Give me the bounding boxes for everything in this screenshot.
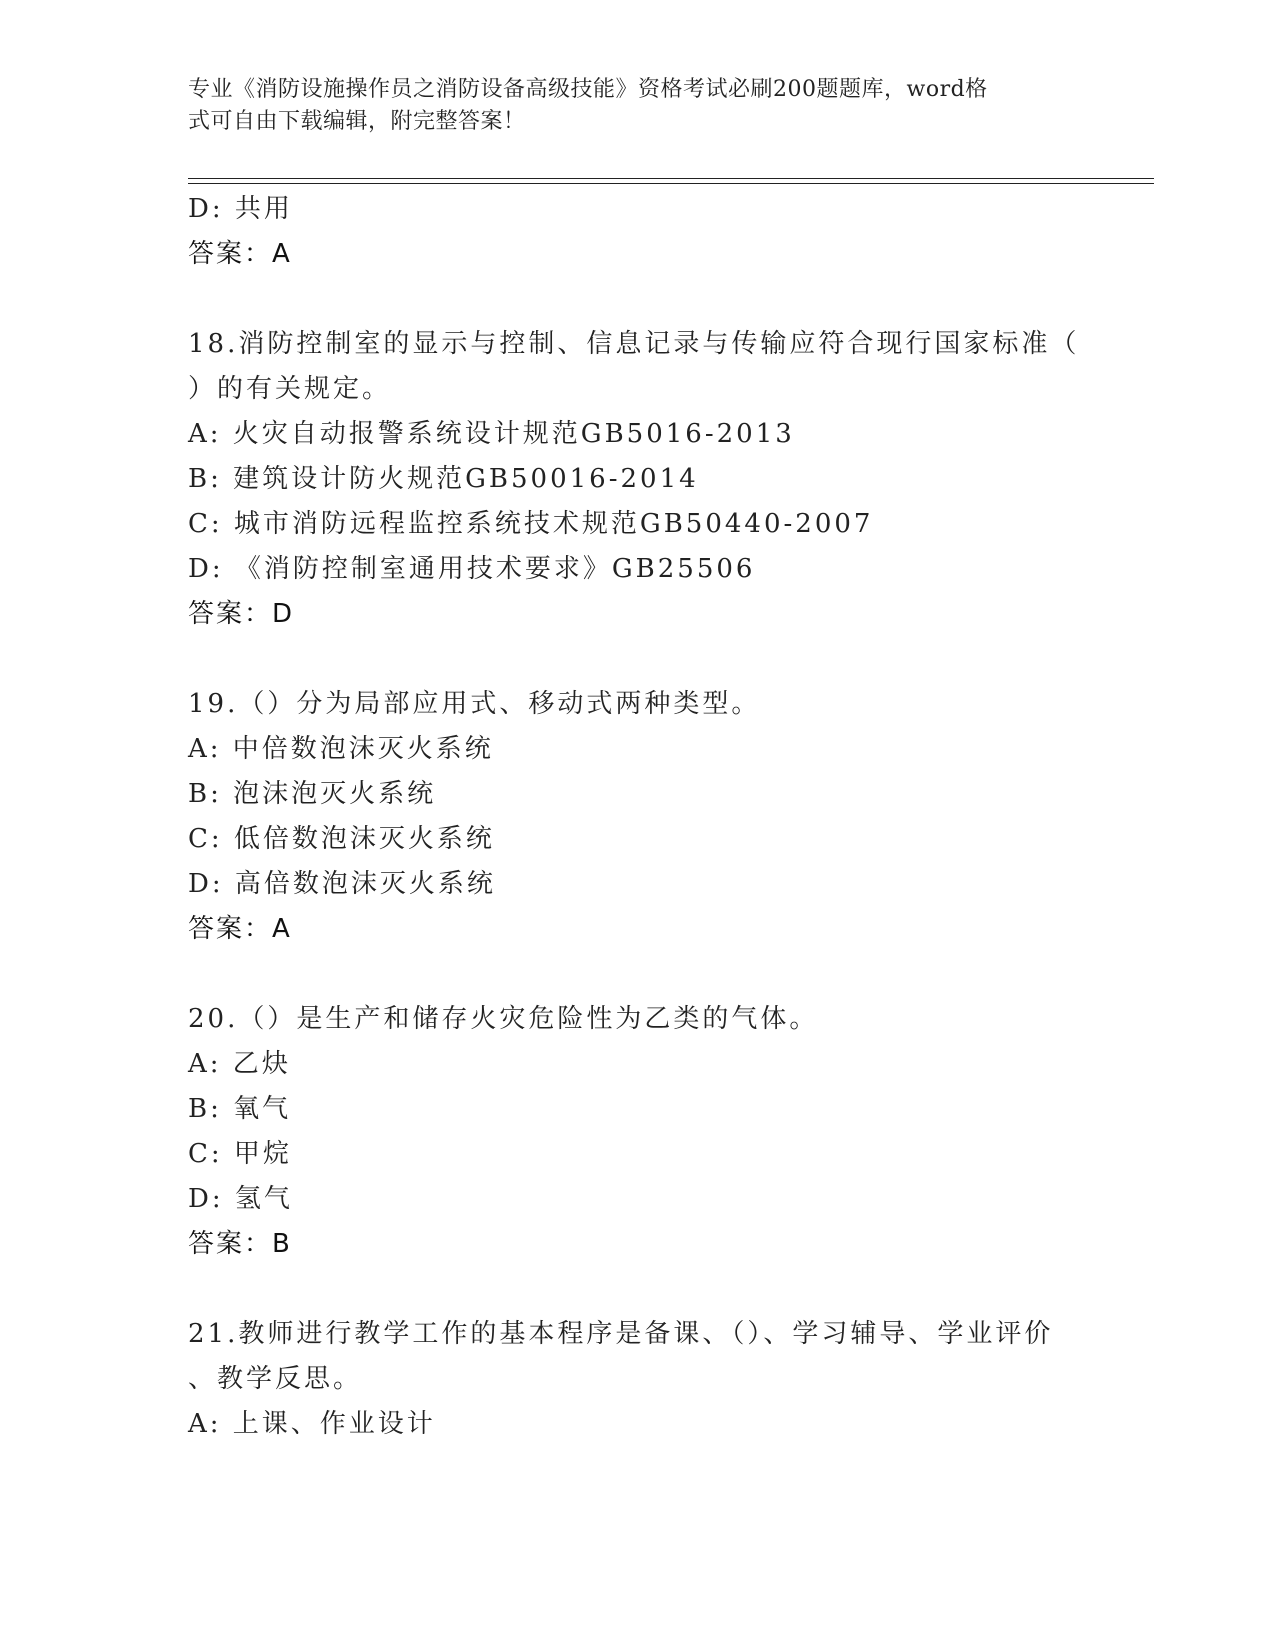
q18-option-a: A: 火灾自动报警系统设计规范GB5016-2013 bbox=[188, 419, 795, 449]
q18-option-d: D: 《消防控制室通用技术要求》GB25506 bbox=[188, 554, 756, 584]
q18-answer: 答案：D bbox=[188, 599, 295, 629]
header-divider-bottom bbox=[188, 183, 1154, 184]
q20-option-c: C: 甲烷 bbox=[188, 1139, 292, 1169]
document-header bbox=[188, 74, 1068, 138]
q18-stem-line-1: 18.消防控制室的显示与控制、信息记录与传输应符合现行国家标准（ bbox=[188, 329, 1080, 359]
q19-option-d: D: 高倍数泡沫灭火系统 bbox=[188, 869, 496, 899]
prev-option-d: D: 共用 bbox=[188, 194, 293, 224]
q20-answer: 答案：B bbox=[188, 1229, 292, 1259]
header-line-2: 式可自由下载编辑，附完整答案！ bbox=[188, 109, 526, 134]
q21-stem-line-2: 、教学反思。 bbox=[188, 1364, 363, 1394]
q19-answer: 答案：A bbox=[188, 914, 292, 944]
q19-option-b: B: 泡沫泡灭火系统 bbox=[188, 779, 437, 809]
prev-answer: 答案：A bbox=[188, 239, 292, 269]
q20-option-d: D: 氢气 bbox=[188, 1184, 293, 1214]
q21-stem-line-1: 21.教师进行教学工作的基本程序是备课、（）、学习辅导、学业评价 bbox=[188, 1319, 1054, 1349]
q18-option-b: B: 建筑设计防火规范GB50016-2014 bbox=[188, 464, 699, 494]
q18-option-c: C: 城市消防远程监控系统技术规范GB50440-2007 bbox=[188, 509, 874, 539]
q19-option-c: C: 低倍数泡沫灭火系统 bbox=[188, 824, 495, 854]
q20-option-b: B: 氧气 bbox=[188, 1094, 292, 1124]
q21-option-a: A: 上课、作业设计 bbox=[188, 1409, 436, 1439]
q19-option-a: A: 中倍数泡沫灭火系统 bbox=[188, 734, 494, 764]
q18-stem-line-2: ）的有关规定。 bbox=[188, 374, 392, 404]
header-line-1: 专业《消防设施操作员之消防设备高级技能》资格考试必刷200题题库，word格 bbox=[188, 77, 988, 102]
header-divider-top bbox=[188, 178, 1154, 179]
q20-stem-line-1: 20.（）是生产和储存火灾危险性为乙类的气体。 bbox=[188, 1004, 819, 1034]
q20-option-a: A: 乙炔 bbox=[188, 1049, 291, 1079]
q19-stem-line-1: 19.（）分为局部应用式、移动式两种类型。 bbox=[188, 689, 761, 719]
